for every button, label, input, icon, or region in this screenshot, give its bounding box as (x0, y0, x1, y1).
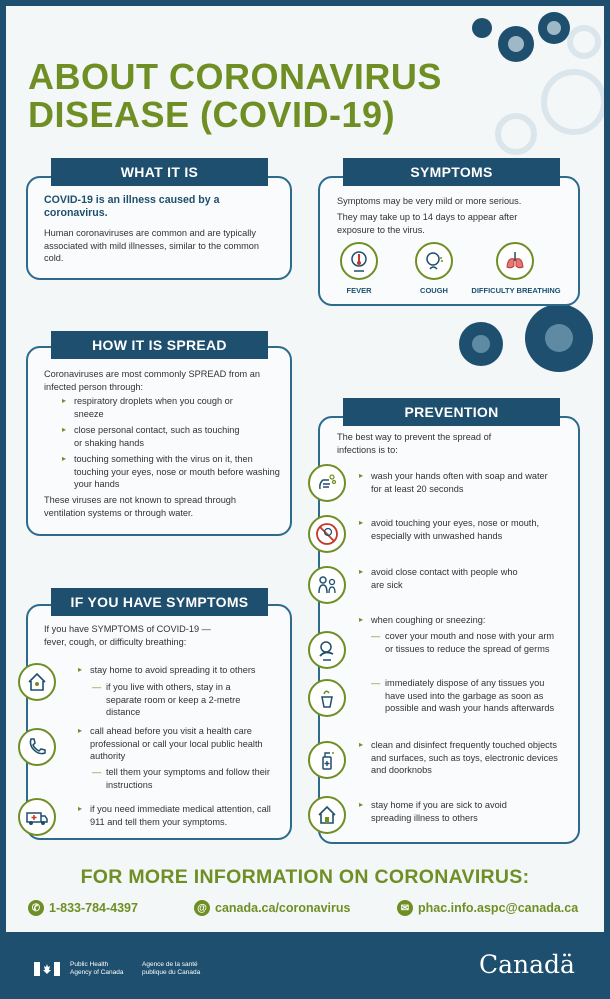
if-you-have-symptoms-header: IF YOU HAVE SYMPTOMS (51, 588, 268, 616)
phone-icon (18, 728, 56, 766)
web-contact[interactable] (194, 900, 350, 916)
prevention-header: PREVENTION (343, 398, 560, 426)
prevention-bullet-2: ▸ avoid touching your eyes, nose or mouth, especially with unwashed hands (359, 517, 564, 542)
tissue-disposal-icon (308, 679, 346, 717)
symptoms-header: SYMPTOMS (343, 158, 560, 186)
spread-outro: These viruses are not known to spread through ventilation systems or through water. (44, 495, 237, 518)
title-line-2: DISEASE (COVID-19) (28, 94, 396, 135)
cough-icon (415, 242, 453, 280)
at-sign-icon: @ (194, 900, 210, 916)
ambulance-icon (18, 798, 56, 836)
prevention-bullet-6: ▸ stay home if you are sick to avoid spreading illness to others (359, 799, 539, 824)
symptom-label-cough: COUGH (420, 286, 448, 295)
phone-circle-icon: ✆ (28, 900, 44, 916)
agency-name-fr (142, 961, 200, 977)
virus-decoration-icon (456, 6, 604, 166)
home-icon (18, 663, 56, 701)
web-address: canada.ca/coronavirus (215, 901, 351, 915)
if-symptoms-sub-2: — tell them your symptoms and follow their instructions (92, 766, 282, 791)
hand-washing-icon (308, 464, 346, 502)
email-contact[interactable] (397, 900, 578, 916)
spread-bullet-1: ▸ respiratory droplets when you cough or sneeze (62, 395, 247, 420)
prevention-sub-4b: — immediately dispose of any tissues you have used into the garbage as soon as possible and wash your hands afterwards (371, 677, 556, 715)
what-it-is-header: WHAT IT IS (51, 158, 268, 186)
what-it-is-lead: COVID-19 is an illness caused by a coronavirus. (44, 194, 220, 219)
page-title (28, 58, 442, 134)
agency-fr-line-1: Agence de la santé (142, 961, 198, 968)
title-line-1: ABOUT CORONAVIRUS (28, 56, 442, 97)
if-symptoms-sub-1: — if you live with others, stay in a separate room or keep a 2-metre distance (92, 681, 262, 719)
poster (6, 6, 604, 932)
how-it-is-spread-header: HOW IT IS SPREAD (51, 331, 268, 359)
cover-cough-icon (308, 631, 346, 669)
symptoms-body-2: They may take up to 14 days to appear after exposure to the virus. (337, 212, 518, 235)
if-symptoms-intro: If you have SYMPTOMS of COVID-19 — fever, cough, or difficulty breathing: (44, 624, 211, 647)
canada-wordmark: Canadä (479, 950, 575, 979)
phone-number: 1-833-784-4397 (49, 901, 138, 915)
lungs-icon (496, 242, 534, 280)
envelope-icon: ✉ (397, 900, 413, 916)
prevention-bullet-5: ▸ clean and disinfect frequently touched objects and surfaces, such as toys, electronic devices and doorknobs (359, 739, 559, 777)
disinfect-spray-icon (308, 741, 346, 779)
agency-en-line-2: Agency of Canada (70, 969, 124, 976)
symptom-label-fever: FEVER (346, 286, 372, 295)
prevention-bullet-1: ▸ wash your hands often with soap and water for at least 20 seconds (359, 470, 549, 495)
spread-bullet-2: ▸ close personal contact, such as touching or shaking hands (62, 424, 247, 449)
virus-decoration-icon (451, 296, 601, 386)
prevention-sub-4a: — cover your mouth and nose with your arm or tissues to reduce the spread of germs (371, 630, 561, 655)
if-symptoms-bullet-3: ▸ if you need immediate medical attention, call 911 and tell them your symptoms. (78, 803, 283, 828)
symptoms-body-1: Symptoms may be very mild or more serious. (337, 196, 522, 206)
agency-fr-line-2: publique du Canada (142, 969, 201, 976)
what-it-is-body: Human coronaviruses are common and are typically associated with mild illnesses, similar to the common cold. (44, 228, 259, 263)
if-symptoms-bullet-1: ▸ stay home to avoid spreading it to others (78, 664, 288, 677)
thermometer-head-icon (340, 242, 378, 280)
more-info-heading: FOR MORE INFORMATION ON CORONAVIRUS: (80, 866, 530, 888)
phone-contact[interactable] (28, 900, 138, 916)
canada-flag-icon (34, 962, 60, 976)
no-face-touching-icon (308, 515, 346, 553)
stay-home-icon (308, 796, 346, 834)
prevention-bullet-4: ▸ when coughing or sneezing: (359, 614, 559, 627)
spread-bullet-3: ▸ touching something with the virus on it, then touching your eyes, nose or mouth before washing your hands (62, 453, 282, 491)
agency-name-en (70, 961, 123, 977)
agency-en-line-1: Public Health (70, 961, 109, 968)
email-address: phac.info.aspc@canada.ca (418, 901, 579, 915)
prevention-bullet-3: ▸ avoid close contact with people who are sick (359, 566, 529, 591)
symptom-label-breathing: DIFFICULTY BREATHING (471, 286, 561, 295)
prevention-intro: The best way to prevent the spread of infections is to: (337, 432, 492, 455)
spread-intro: Coronaviruses are most commonly SPREAD from an infected person through: (44, 369, 260, 392)
if-symptoms-bullet-2: ▸ call ahead before you visit a health care professional or call your local public health authority (78, 725, 278, 763)
distancing-icon (308, 566, 346, 604)
